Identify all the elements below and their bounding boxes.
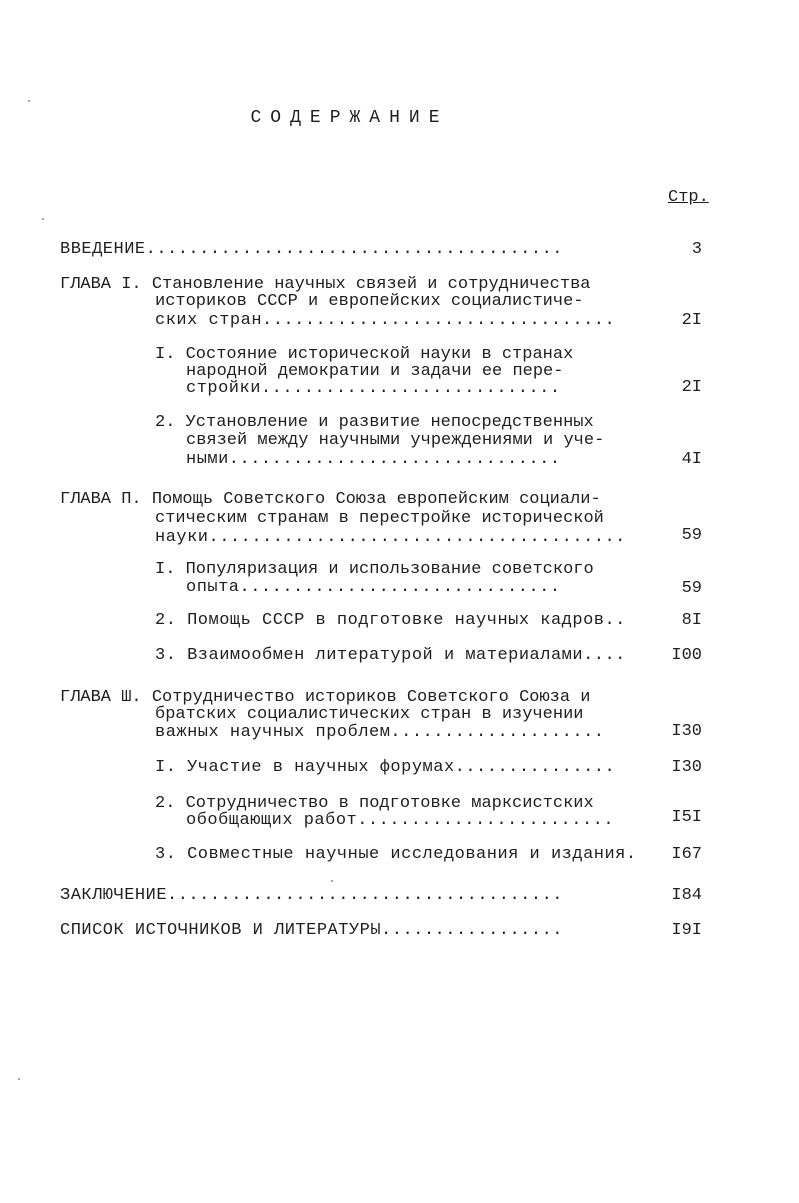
- toc-page-number: 59: [681, 579, 702, 598]
- toc-page-number: 4I: [681, 450, 702, 469]
- toc-entry-line: ГЛАВА Ш. Сотрудничество историков Советского Союза и: [60, 688, 591, 707]
- toc-entry-line: обобщающих работ........................: [186, 811, 615, 830]
- toc-page-number: 59: [681, 526, 702, 545]
- toc-entry-line: историков СССР и европейских социалистиче-: [155, 292, 584, 311]
- scan-speck: [18, 1078, 20, 1080]
- toc-entry-line: ЗАКЛЮЧЕНИЕ.....................................: [60, 886, 563, 905]
- toc-page-number: 2I: [681, 311, 702, 330]
- toc-entry-line: стическим странам в перестройке исторической: [155, 509, 604, 528]
- toc-entry-line: ских стран.................................: [155, 311, 616, 330]
- toc-page-number: I67: [671, 845, 702, 864]
- toc-entry-line: ГЛАВА I. Становление научных связей и сотрудничества: [60, 275, 591, 294]
- toc-page-number: I5I: [671, 808, 702, 827]
- page-title: СОДЕРЖАНИЕ: [250, 108, 449, 128]
- toc-entry-line: народной демократии и задачи ее пере-: [186, 362, 564, 381]
- toc-entry-line: 2. Установление и развитие непосредственных: [155, 413, 594, 432]
- toc-entry-line: ными...............................: [186, 450, 561, 469]
- scan-speck: [28, 100, 30, 102]
- toc-entry-line: опыта..............................: [186, 578, 561, 597]
- toc-entry-line: науки.......................................: [155, 528, 626, 547]
- toc-entry-line: связей между научными учреждениями и уче-: [186, 431, 605, 450]
- toc-page-number: I30: [671, 758, 702, 777]
- scan-speck: [42, 218, 44, 220]
- toc-entry-line: важных научных проблем....................: [155, 723, 605, 742]
- toc-page-number: I00: [671, 646, 702, 665]
- toc-page-number: I9I: [671, 921, 702, 940]
- toc-page-number: 8I: [681, 611, 702, 630]
- toc-entry-line: I. Состояние исторической науки в странах: [155, 345, 574, 364]
- toc-entry-line: 3. Совместные научные исследования и издания.: [155, 845, 637, 864]
- toc-entry-line: братских социалистических стран в изучении: [155, 705, 584, 724]
- toc-entry-line: 2. Сотрудничество в подготовке марксистских: [155, 794, 594, 813]
- toc-entry-line: I. Популяризация и использование советского: [155, 560, 594, 579]
- toc-entry-line: стройки............................: [186, 379, 561, 398]
- page-column-heading: Стр.: [668, 188, 709, 207]
- toc-page-number: I30: [671, 722, 702, 741]
- toc-entry-line: 3. Взаимообмен литературой и материалами....: [155, 646, 626, 665]
- toc-entry-line: I. Участие в научных форумах...............: [155, 758, 616, 777]
- toc-page-number: 2I: [681, 378, 702, 397]
- scan-speck: [331, 880, 333, 882]
- toc-entry-line: ГЛАВА П. Помощь Советского Союза европейским социали-: [60, 490, 601, 509]
- toc-entry-line: СПИСОК ИСТОЧНИКОВ И ЛИТЕРАТУРЫ.................: [60, 921, 563, 940]
- toc-page-number: 3: [691, 240, 702, 259]
- toc-entry-line: ВВЕДЕНИЕ.......................................: [60, 240, 563, 259]
- toc-entry-line: 2. Помощь СССР в подготовке научных кадров..: [155, 611, 626, 630]
- toc-page-number: I84: [671, 886, 702, 905]
